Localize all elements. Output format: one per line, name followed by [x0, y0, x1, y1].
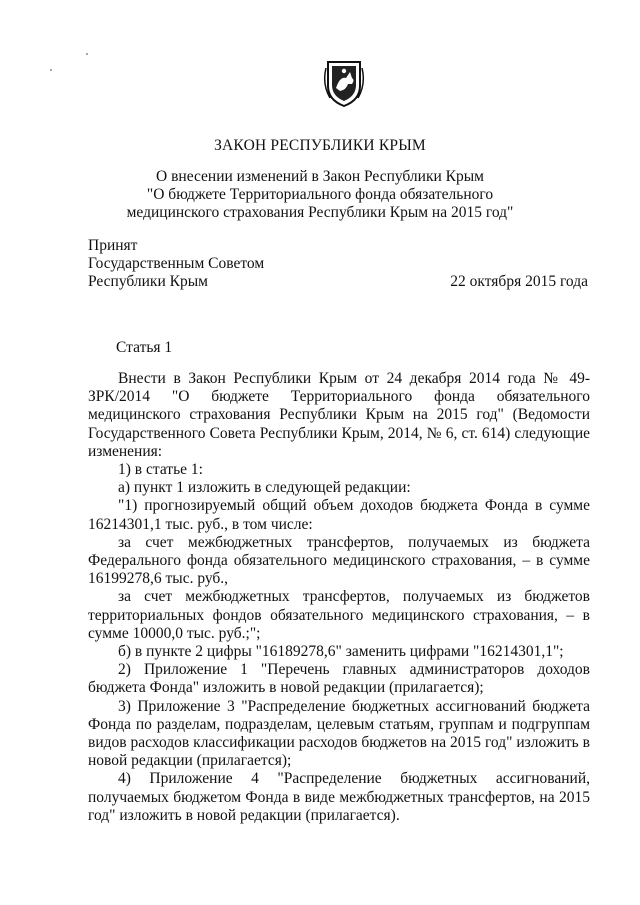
paragraph: 4) Приложение 4 "Распределение бюджетных ассигнований, получаемых бюджетом Фонда в виде межбюджетных трансфертов, на 2015 год" изложить в новой редакции (прилагается). [88, 770, 590, 824]
paragraph: 2) Приложение 1 "Перечень главных администраторов доходов бюджета Фонда" изложить в новой редакции (прилагается); [88, 661, 590, 697]
scan-speck [50, 69, 52, 71]
paragraph: а) пункт 1 изложить в следующей редакции: [118, 479, 411, 497]
scan-speck [86, 53, 88, 55]
paragraph: "1) прогнозируемый общий объем доходов бюджета Фонда в сумме 16214301,1 тыс. руб., в том числе: [88, 497, 590, 533]
subtitle-line: "О бюджете Территориального фонда обязательного [146, 186, 494, 203]
paragraph: 3) Приложение 3 "Распределение бюджетных ассигнований бюджета Фонда по разделам, подразделам, целевым статьям, группам и подгруппам видов расходов классификации расходов бюджетов на 2015 год" изложить в новой редакции (прилагается); [88, 697, 590, 770]
adoption-line: Республики Крым [88, 273, 208, 290]
subtitle-line: О внесении изменений в Закон Республики Крым [156, 168, 484, 185]
document-subtitle [0, 168, 640, 222]
adoption-line: Государственным Советом [88, 255, 265, 272]
article-heading: Статья 1 [116, 339, 173, 356]
article-body [88, 370, 590, 825]
paragraph: 1) в статье 1: [118, 461, 203, 479]
adoption-block [88, 237, 264, 291]
crimea-coat-of-arms-icon [322, 58, 366, 108]
adoption-date: 22 октября 2015 года [450, 273, 588, 290]
paragraph: Внести в Закон Республики Крым от 24 декабря 2014 года № 49-ЗРК/2014 "О бюджете Территориального фонда обязательного медицинского страхования Республики Крым на 2015 год" (Ведомости Государственного Совета Республики Крым, 2014, № 6, ст. 614) следующие изменения: [88, 370, 590, 460]
adoption-line: Принят [88, 237, 138, 254]
paragraph: б) в пункте 2 цифры "16189278,6" заменить цифрами "16214301,1"; [118, 643, 564, 661]
subtitle-line: медицинского страхования Республики Крым на 2015 год" [126, 204, 514, 221]
paragraph: за счет межбюджетных трансфертов, получаемых из бюджета Федерального фонда обязательного медицинского страхования, – в сумме 16199278,6 тыс. руб., [88, 533, 590, 588]
document-title: ЗАКОН РЕСПУБЛИКИ КРЫМ [214, 137, 426, 154]
paragraph: за счет межбюджетных трансфертов, получаемых из бюджетов территориальных фондов обязательного медицинского страхования, – в сумме 10000,0 тыс. руб.;"; [88, 588, 590, 642]
